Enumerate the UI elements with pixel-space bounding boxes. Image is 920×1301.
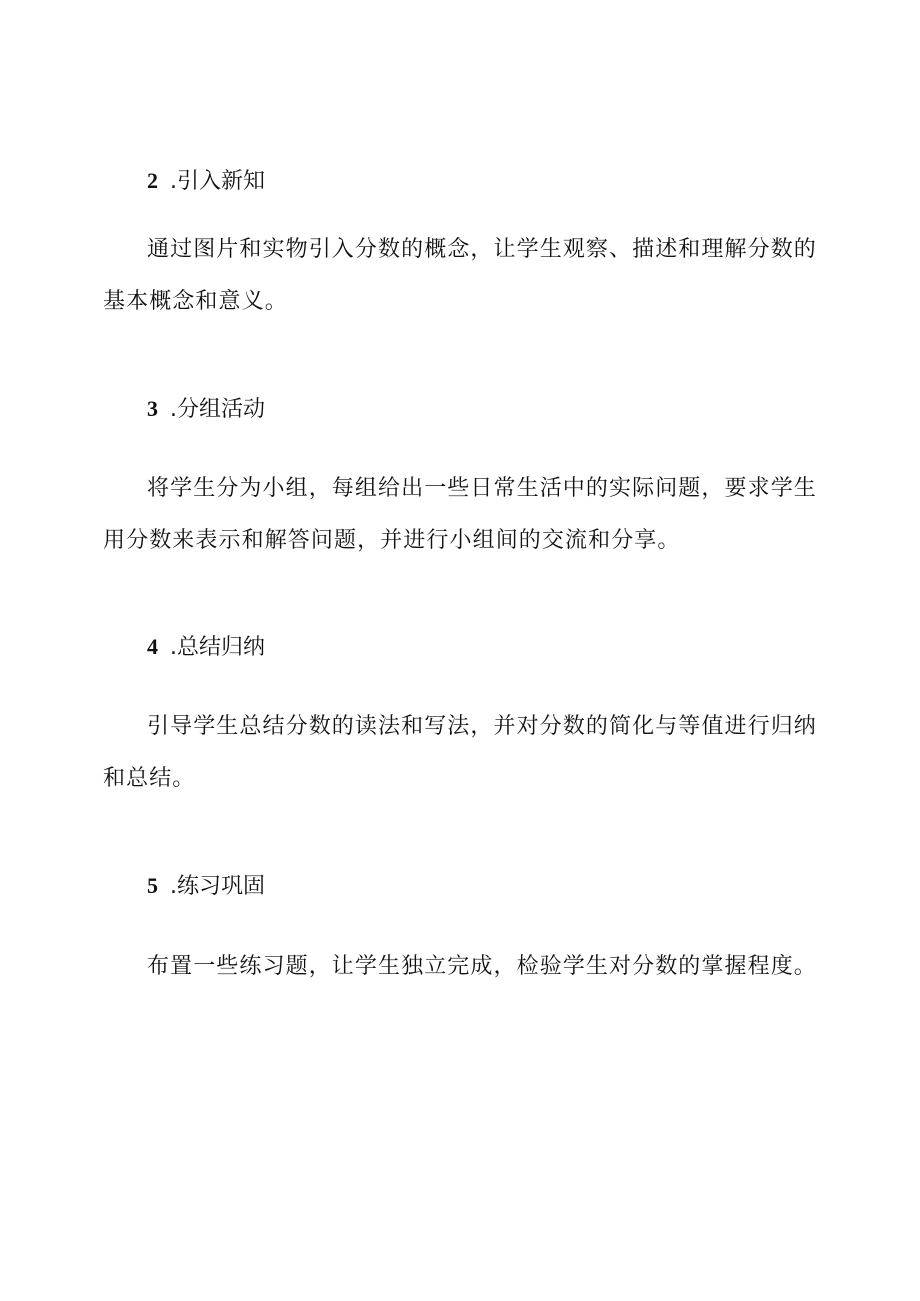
section-heading-4 [147,632,265,662]
section-body-5: 布置一些练习题，让学生独立完成，检验学生对分数的掌握程度。 [147,954,817,979]
section-title: .总结归纳 [170,635,265,660]
section-body-3: 将学生分为小组，每组给出一些日常生活中的实际问题，要求学生用分数来表示和解答问题，并进行小组间的交流和分享。 [103,476,817,553]
section-heading-3 [147,394,265,424]
section-title: .分组活动 [170,397,265,422]
section-number: 2 [147,168,158,193]
section-number: 4 [147,634,158,659]
section-number: 5 [147,873,158,898]
section-title: .练习巩固 [170,874,265,899]
section-body-4: 引导学生总结分数的读法和写法，并对分数的简化与等值进行归纳和总结。 [103,714,817,791]
section-heading-5 [147,871,265,901]
section-body-2: 通过图片和实物引入分数的概念，让学生观察、描述和理解分数的基本概念和意义。 [103,237,817,314]
section-title: .引入新知 [170,169,265,194]
section-heading-2 [147,166,265,196]
section-number: 3 [147,396,158,421]
